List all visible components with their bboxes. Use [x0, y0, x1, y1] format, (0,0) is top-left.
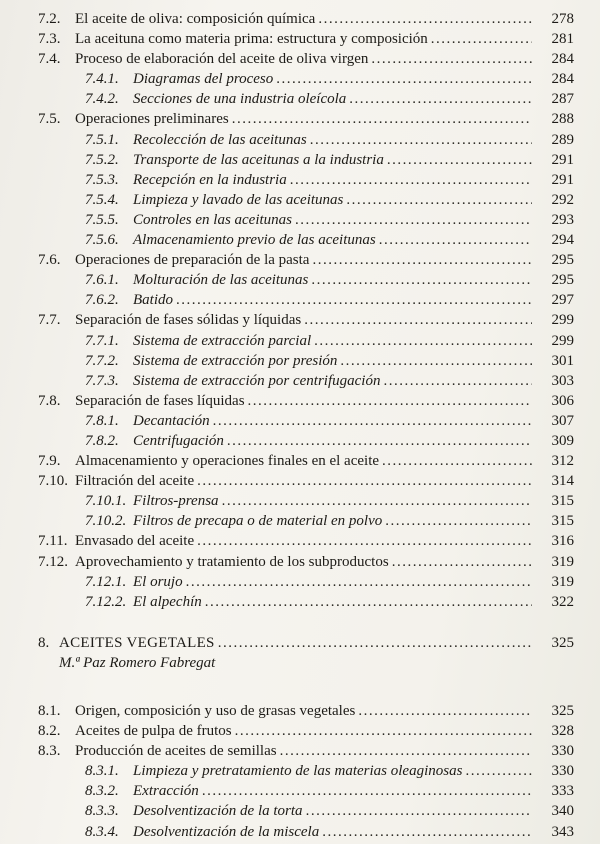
entry-title: Transporte de las aceitunas a la industria	[133, 151, 384, 168]
entry-title: Batido	[133, 292, 173, 309]
toc-row	[38, 633, 574, 653]
entry-number: 7.5.2.	[85, 151, 119, 168]
page-number: 303	[551, 372, 574, 389]
page-number: 307	[551, 412, 574, 429]
dot-leader	[431, 29, 532, 49]
entry-title: Origen, composición y uso de grasas vegetales	[75, 703, 356, 719]
entry-number: 7.12.2.	[85, 593, 127, 610]
toc-row	[38, 822, 574, 842]
toc-row	[38, 531, 574, 551]
toc-row	[38, 270, 574, 290]
dot-leader	[276, 69, 532, 89]
entry-number: 7.7.	[38, 312, 61, 329]
entry-title: Separación de fases líquidas	[75, 392, 245, 409]
entry-title: Proceso de elaboración del aceite de oliva virgen	[75, 51, 369, 68]
toc-row	[38, 741, 574, 761]
page-number: 278	[551, 11, 574, 27]
entry-number: 7.5.6.	[85, 232, 119, 249]
page-number: 295	[551, 272, 574, 289]
page-number: 333	[551, 783, 574, 800]
page-number: 288	[551, 111, 574, 128]
dot-leader	[465, 761, 532, 781]
toc-row	[38, 552, 574, 572]
entry-number: 7.7.1.	[85, 332, 119, 349]
entry-title: Limpieza y lavado de las aceitunas	[133, 191, 344, 208]
entry-number: 7.6.1.	[85, 272, 119, 289]
entry-number: 7.4.2.	[85, 91, 119, 108]
entry-number: 7.6.2.	[85, 292, 119, 309]
dot-leader	[392, 552, 532, 572]
page-number: 281	[551, 31, 574, 48]
entry-number: 8.	[38, 634, 50, 651]
dot-leader	[295, 210, 532, 230]
dot-leader	[202, 781, 532, 801]
entry-title: Limpieza y pretratamiento de las materias oleaginosas	[133, 763, 463, 780]
entry-number: 7.8.	[38, 392, 61, 409]
page-number: 287	[551, 91, 574, 108]
dot-leader	[232, 109, 532, 129]
entry-number: 7.4.	[38, 51, 61, 68]
toc-row	[38, 310, 574, 330]
dot-leader	[322, 822, 532, 842]
entry-title: Secciones de una industria oleícola	[133, 91, 347, 108]
entry-number: 7.5.4.	[85, 191, 119, 208]
entry-title: Producción de aceites de semillas	[75, 743, 277, 760]
entry-title: Sistema de extracción parcial	[133, 332, 312, 349]
toc-row	[38, 801, 574, 821]
page-number: 293	[551, 211, 574, 228]
entry-number: 7.10.2.	[85, 513, 127, 530]
entry-number: 7.12.	[38, 553, 68, 570]
entry-title: Controles en las aceitunas	[133, 211, 293, 228]
entry-title: Aprovechamiento y tratamiento de los subproductos	[75, 553, 389, 570]
entry-title: Desolventización de la torta	[133, 803, 303, 820]
entry-number: 8.1.	[38, 703, 61, 719]
entry-number: 8.3.1.	[85, 763, 119, 780]
toc-row	[38, 511, 574, 531]
entry-number: 8.3.	[38, 743, 61, 760]
toc-row	[38, 351, 574, 371]
toc-row	[38, 190, 574, 210]
dot-leader	[340, 351, 532, 371]
entry-title: Operaciones de preparación de la pasta	[75, 252, 310, 269]
page-number: 330	[551, 743, 574, 760]
dot-leader	[197, 471, 532, 491]
page-number: 284	[551, 71, 574, 88]
entry-title: Filtros-prensa	[133, 493, 219, 510]
entry-title: Almacenamiento y operaciones finales en el aceite	[75, 453, 380, 470]
dot-leader	[306, 801, 532, 821]
entry-title: Aceites de pulpa de frutos	[75, 723, 232, 740]
dot-leader	[222, 491, 532, 511]
page-number: 297	[551, 292, 574, 309]
dot-leader	[197, 531, 532, 551]
dot-leader	[227, 431, 532, 451]
entry-number: 7.5.3.	[85, 171, 119, 188]
page-number: 330	[551, 763, 574, 780]
entry-number: 8.3.2.	[85, 783, 119, 800]
toc-row	[38, 9, 574, 29]
chapter-author	[38, 653, 574, 673]
dot-leader	[213, 411, 532, 431]
toc-row	[38, 89, 574, 109]
entry-title: Centrifugación	[133, 432, 224, 449]
page-number: 299	[551, 332, 574, 349]
toc-row	[38, 29, 574, 49]
toc-row	[38, 69, 574, 89]
dot-leader	[387, 150, 532, 170]
table-of-contents	[38, 9, 574, 842]
dot-leader	[290, 170, 532, 190]
toc-row	[38, 781, 574, 801]
toc-row	[38, 701, 574, 721]
entry-title: Operaciones preliminares	[75, 111, 229, 128]
page-number: 284	[551, 51, 574, 68]
entry-number: 7.8.1.	[85, 412, 119, 429]
entry-title: La aceituna como materia prima: estructura y composición	[75, 31, 428, 48]
toc-row	[38, 230, 574, 250]
toc-row	[38, 592, 574, 612]
dot-leader	[205, 592, 532, 612]
dot-leader	[346, 190, 532, 210]
toc-row	[38, 250, 574, 270]
page-number: 316	[551, 533, 574, 550]
entry-title: El alpechín	[133, 593, 202, 610]
toc-row	[38, 491, 574, 511]
page-number: 325	[551, 703, 574, 719]
page-number: 325	[551, 634, 574, 651]
toc-row	[38, 411, 574, 431]
entry-number: 7.11.	[38, 533, 68, 550]
page-number: 291	[551, 171, 574, 188]
page-number: 315	[551, 493, 574, 510]
toc-row	[38, 109, 574, 129]
page-number: 301	[551, 352, 574, 369]
toc-row	[38, 210, 574, 230]
toc-row	[38, 572, 574, 592]
dot-leader	[379, 230, 532, 250]
page-number: 315	[551, 513, 574, 530]
dot-leader	[314, 331, 532, 351]
entry-number: 7.7.2.	[85, 352, 119, 369]
entry-title: Extracción	[133, 783, 199, 800]
page-number: 328	[551, 723, 574, 740]
page-number: 340	[551, 803, 574, 820]
dot-leader	[385, 511, 532, 531]
dot-leader	[235, 721, 532, 741]
entry-number: 7.9.	[38, 453, 61, 470]
entry-title: Decantación	[133, 412, 210, 429]
page-number: 292	[551, 191, 574, 208]
entry-number: 7.6.	[38, 252, 61, 269]
dot-leader	[176, 290, 532, 310]
entry-title: Separación de fases sólidas y líquidas	[75, 312, 302, 329]
entry-title: Sistema de extracción por presión	[133, 352, 338, 369]
toc-row	[38, 431, 574, 451]
entry-number: 7.7.3.	[85, 372, 119, 389]
dot-leader	[280, 741, 532, 761]
entry-title: Envasado del aceite	[75, 533, 195, 550]
toc-row	[38, 721, 574, 741]
page-number: 322	[551, 593, 574, 610]
dot-leader	[371, 49, 532, 69]
entry-title: Filtros de precapa o de material en polvo	[133, 513, 383, 530]
entry-title: Sistema de extracción por centrifugación	[133, 372, 381, 389]
entry-number: 7.12.1.	[85, 573, 127, 590]
page-number: 343	[551, 823, 574, 840]
toc-row	[38, 391, 574, 411]
toc-row	[38, 451, 574, 471]
entry-number: 7.4.1.	[85, 71, 119, 88]
page-number: 312	[551, 453, 574, 470]
page-number: 306	[551, 392, 574, 409]
dot-leader	[186, 572, 532, 592]
entry-number: 7.5.5.	[85, 211, 119, 228]
entry-number: 8.2.	[38, 723, 61, 740]
entry-title: El orujo	[133, 573, 183, 590]
page-number: 319	[551, 553, 574, 570]
toc-row	[38, 761, 574, 781]
page-number: 319	[551, 573, 574, 590]
entry-title: Desolventización de la miscela	[133, 823, 320, 840]
entry-number: 7.3.	[38, 31, 61, 48]
entry-number: 7.5.1.	[85, 131, 119, 148]
dot-leader	[349, 89, 532, 109]
author-name: M.ª Paz Romero Fabregat	[59, 654, 216, 671]
entry-title: Filtración del aceite	[75, 473, 195, 490]
dot-leader	[310, 130, 532, 150]
toc-row	[38, 371, 574, 391]
dot-leader	[218, 633, 532, 653]
entry-title: Molturación de las aceitunas	[133, 272, 309, 289]
entry-number: 7.5.	[38, 111, 61, 128]
entry-number: 7.2.	[38, 11, 61, 27]
page-number: 291	[551, 151, 574, 168]
entry-title: Recolección de las aceitunas	[133, 131, 307, 148]
entry-title: Diagramas del proceso	[133, 71, 274, 88]
page-number: 309	[551, 432, 574, 449]
dot-leader	[311, 270, 532, 290]
dot-leader	[382, 451, 532, 471]
page-number: 314	[551, 473, 574, 490]
toc-row	[38, 150, 574, 170]
page-number: 295	[551, 252, 574, 269]
entry-number: 7.10.	[38, 473, 68, 490]
toc-row	[38, 170, 574, 190]
page-number: 299	[551, 312, 574, 329]
entry-title: Almacenamiento previo de las aceitunas	[133, 232, 376, 249]
page-number: 294	[551, 232, 574, 249]
entry-number: 8.3.4.	[85, 823, 119, 840]
dot-leader	[383, 371, 532, 391]
dot-leader	[248, 391, 532, 411]
toc-row	[38, 331, 574, 351]
entry-title: Recepción en la industria	[133, 171, 287, 188]
toc-row	[38, 290, 574, 310]
page-number: 289	[551, 131, 574, 148]
entry-number: 7.8.2.	[85, 432, 119, 449]
dot-leader	[312, 250, 532, 270]
dot-leader	[318, 9, 532, 29]
entry-title: ACEITES VEGETALES	[59, 634, 215, 651]
entry-number: 8.3.3.	[85, 803, 119, 820]
toc-row	[38, 471, 574, 491]
entry-number: 7.10.1.	[85, 493, 127, 510]
dot-leader	[304, 310, 532, 330]
toc-row	[38, 49, 574, 69]
dot-leader	[358, 701, 532, 721]
toc-row	[38, 130, 574, 150]
entry-title: El aceite de oliva: composición química	[75, 11, 316, 27]
